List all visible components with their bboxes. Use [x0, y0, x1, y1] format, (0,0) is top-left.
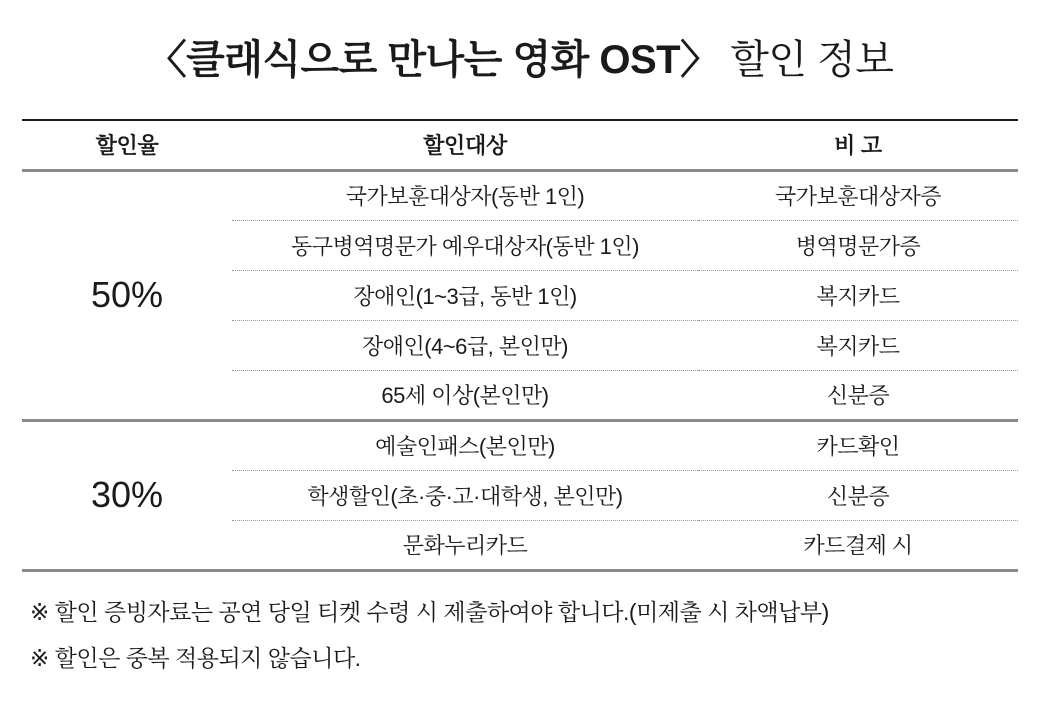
col-header-discount-target: 할인대상 [423, 133, 507, 159]
target-cell: 65세 이상(본인만) [232, 370, 698, 420]
note-cell: 신분증 [698, 370, 1018, 420]
target-cell: 장애인(4~6급, 본인만) [232, 320, 698, 370]
page-title-suffix: 할인 정보 [719, 38, 894, 82]
page-title-show-name: 〈클래식으로 만나는 영화 OST〉 [146, 38, 720, 82]
footnotes [22, 598, 1018, 672]
table-row [22, 420, 1018, 470]
col-header-remarks: 비 고 [834, 133, 882, 159]
note-cell: 복지카드 [698, 320, 1018, 370]
page-title [0, 34, 1040, 86]
target-cell: 문화누리카드 [232, 520, 698, 570]
target-cell: 동구병역명문가 예우대상자(동반 1인) [232, 220, 698, 270]
table-header-row [22, 120, 1018, 170]
table-row [22, 170, 1018, 220]
note-cell: 복지카드 [698, 270, 1018, 320]
note-cell: 카드결제 시 [698, 520, 1018, 570]
discount-info-page [0, 34, 1040, 720]
col-header-discount-rate: 할인율 [95, 133, 159, 159]
note-cell: 카드확인 [698, 420, 1018, 470]
note-cell: 병역명문가증 [698, 220, 1018, 270]
footnote-no-duplicate: ※ 할인은 중복 적용되지 않습니다. [30, 644, 361, 671]
note-cell: 국가보훈대상자증 [774, 184, 942, 209]
target-cell: 국가보훈대상자(동반 1인) [345, 184, 585, 209]
rate-cell-50: 50% [90, 274, 164, 315]
rate-cell-30: 30% [22, 420, 232, 570]
target-cell: 장애인(1~3급, 동반 1인) [232, 270, 698, 320]
discount-table [22, 119, 1018, 572]
target-cell: 학생할인(초·중·고·대학생, 본인만) [232, 470, 698, 520]
footnote-proof-required: ※ 할인 증빙자료는 공연 당일 티켓 수령 시 제출하여야 합니다.(미제출 시 차액납부) [30, 598, 829, 625]
note-cell: 신분증 [698, 470, 1018, 520]
target-cell: 예술인패스(본인만) [232, 420, 698, 470]
